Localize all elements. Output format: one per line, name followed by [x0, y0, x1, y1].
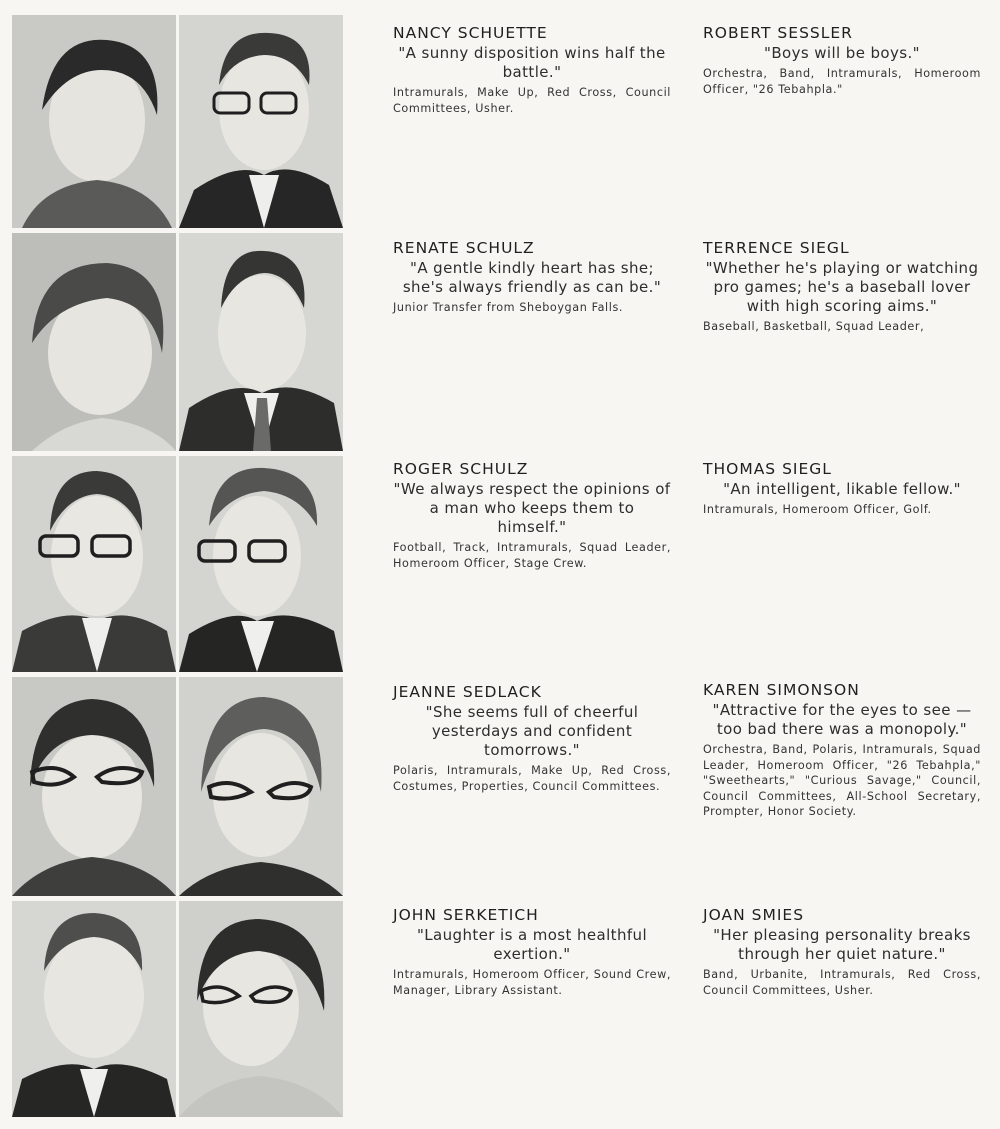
student-quote: "An intelligent, likable fellow.": [723, 480, 961, 498]
student-quote: "We always respect the opinions of a man who keeps them to himself.": [393, 480, 671, 536]
portrait-graphic: [179, 233, 343, 451]
student-quote: "Her pleasing personality breaks through her quiet nature.": [713, 926, 971, 963]
portrait-photo-nancy-schuette: [12, 15, 176, 228]
student-activities: Football, Track, Intramurals, Squad Leader, Homeroom Officer, Stage Crew.: [393, 541, 671, 570]
student-activities: Intramurals, Make Up, Red Cross, Council Committees, Usher.: [393, 86, 671, 115]
student-name: KAREN SIMONSON: [703, 681, 860, 699]
student-entry: [393, 460, 671, 571]
student-entry: [703, 460, 981, 518]
student-quote: "A gentle kindly heart has she; she's always friendly as can be.": [402, 259, 662, 296]
student-name: TERRENCE SIEGL: [703, 239, 850, 257]
student-entry: [703, 239, 981, 335]
portrait-photo-john-serketich: [12, 901, 176, 1117]
student-activities: Band, Urbanite, Intramurals, Red Cross, Council Committees, Usher.: [703, 968, 981, 997]
student-name: THOMAS SIEGL: [703, 460, 832, 478]
portrait-photo-jeanne-sedlack: [12, 677, 176, 896]
student-name: ROBERT SESSLER: [703, 24, 853, 42]
student-activities: Intramurals, Homeroom Officer, Golf.: [703, 503, 932, 516]
portrait-graphic: [179, 677, 343, 896]
portrait-graphic: [12, 15, 176, 228]
portrait-photo-roger-schulz: [12, 456, 176, 672]
student-quote: "She seems full of cheerful yesterdays and confident tomorrows.": [425, 703, 639, 759]
student-name: JOAN SMIES: [703, 906, 805, 924]
student-name: NANCY SCHUETTE: [393, 24, 548, 42]
student-entry: [703, 681, 981, 820]
student-quote: "Laughter is a most healthful exertion.": [416, 926, 648, 963]
student-name: RENATE SCHULZ: [393, 239, 535, 257]
student-entry: [393, 24, 671, 116]
student-activities: Junior Transfer from Sheboygan Falls.: [393, 301, 624, 314]
student-activities: Orchestra, Band, Polaris, Intramurals, Squad Leader, Homeroom Officer, "26 Tebahpla," "Sweethearts," "Curious Savage," Council, Council Committees, All-School Secretary, Prompter, Honor Society.: [703, 743, 981, 818]
portrait-graphic: [179, 901, 343, 1117]
student-activities: Baseball, Basketball, Squad Leader,: [703, 320, 925, 333]
student-entry: [703, 906, 981, 998]
student-name: JEANNE SEDLACK: [393, 683, 542, 701]
student-quote: "Attractive for the eyes to see — too bad there was a monopoly.": [712, 701, 972, 738]
student-activities: Polaris, Intramurals, Make Up, Red Cross, Costumes, Properties, Council Committees.: [393, 764, 671, 793]
portrait-photo-thomas-siegl: [179, 456, 343, 672]
student-name: JOHN SERKETICH: [393, 906, 539, 924]
portrait-graphic: [12, 901, 176, 1117]
portrait-graphic: [12, 677, 176, 896]
student-entry: [703, 24, 981, 97]
portrait-photo-karen-simonson: [179, 677, 343, 896]
portrait-photo-renate-schulz: [12, 233, 176, 451]
student-entry: [393, 906, 671, 998]
portrait-graphic: [179, 456, 343, 672]
student-activities: Intramurals, Homeroom Officer, Sound Crew, Manager, Library Assistant.: [393, 968, 671, 997]
student-entry: [393, 239, 671, 316]
portrait-photo-terrence-siegl: [179, 233, 343, 451]
student-activities: Orchestra, Band, Intramurals, Homeroom Officer, "26 Tebahpla.": [703, 67, 981, 96]
portrait-graphic: [12, 456, 176, 672]
student-quote: "A sunny disposition wins half the battle.": [398, 44, 666, 81]
student-quote: "Whether he's playing or watching pro games; he's a baseball lover with high scoring aims.": [705, 259, 979, 315]
student-entry: [393, 683, 671, 794]
portrait-photo-joan-smies: [179, 901, 343, 1117]
portrait-photo-robert-sessler: [179, 15, 343, 228]
student-name: ROGER SCHULZ: [393, 460, 529, 478]
student-quote: "Boys will be boys.": [764, 44, 920, 62]
portrait-graphic: [12, 233, 176, 451]
portrait-graphic: [179, 15, 343, 228]
